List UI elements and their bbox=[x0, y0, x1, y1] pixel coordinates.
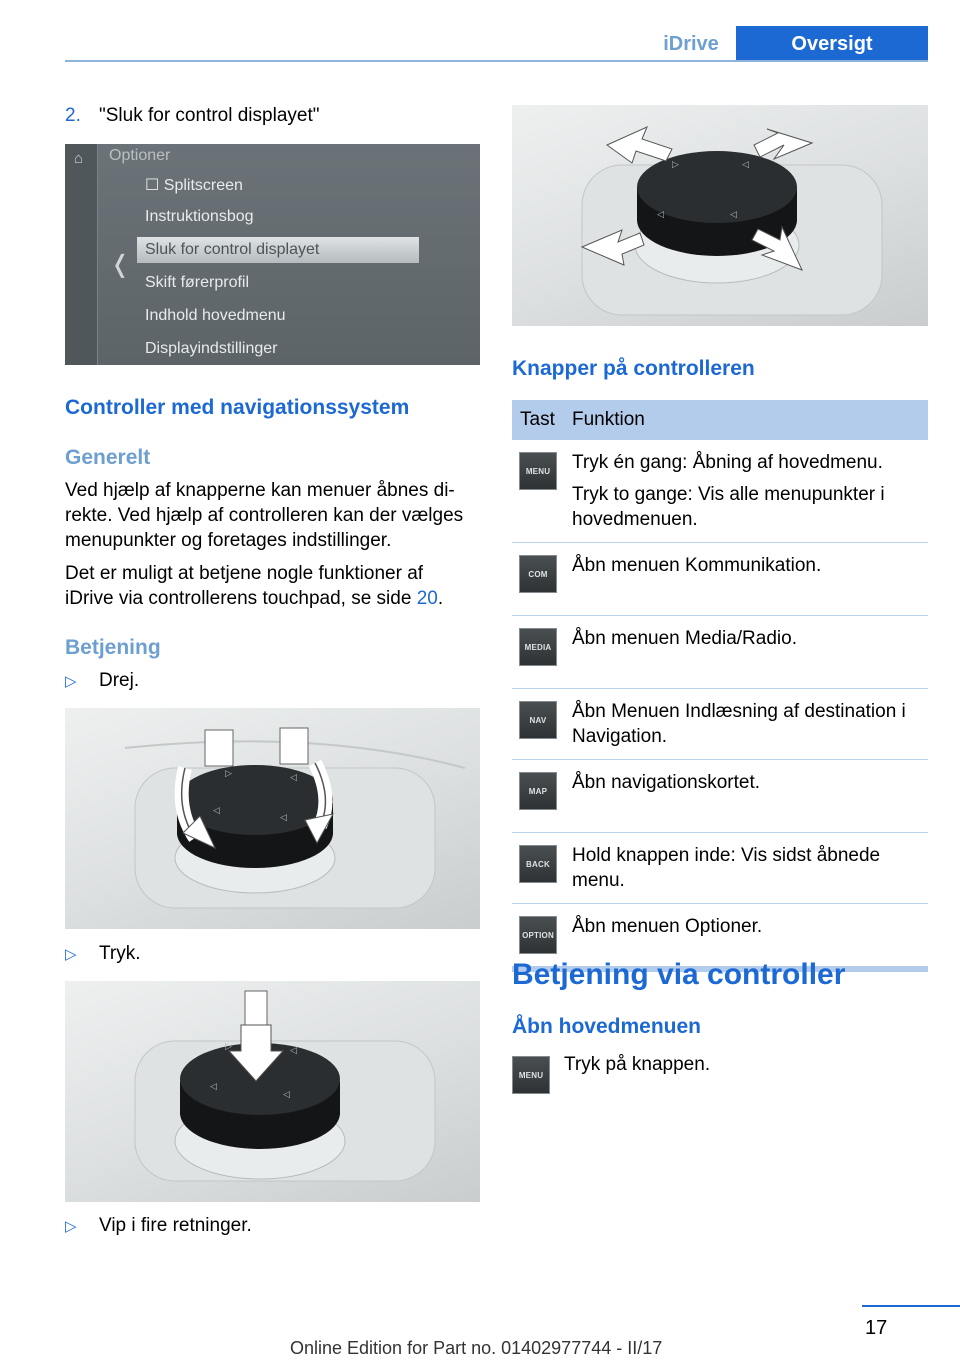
svg-text:◁: ◁ bbox=[730, 209, 737, 219]
heading-controller: Controller med navigationssystem bbox=[65, 396, 410, 419]
heading-generelt: Generelt bbox=[65, 446, 151, 469]
bullet-text: Drej. bbox=[99, 670, 140, 691]
menu-button-icon: MENU bbox=[512, 1056, 550, 1094]
text-line bbox=[65, 586, 485, 611]
back-button-icon: BACK bbox=[519, 845, 557, 883]
bullet-tryk bbox=[65, 943, 141, 965]
bullet-text: Vip i fire retninger. bbox=[99, 1215, 252, 1236]
row-text: Tryk to gange: Vis alle menupunkter i hovedmenuen. bbox=[572, 484, 885, 530]
map-button-icon: MAP bbox=[519, 772, 557, 810]
home-icon: ⌂ bbox=[74, 150, 84, 167]
table-row bbox=[512, 833, 928, 904]
footer-rule bbox=[862, 1305, 960, 1307]
footer-edition: Online Edition for Part no. 01402977744 - II/17 bbox=[290, 1338, 663, 1358]
svg-text:◁: ◁ bbox=[280, 812, 287, 822]
screen-item-sluk: Sluk for control displayet bbox=[145, 241, 320, 258]
text-segment: iDrive via controllerens touchpad, se side bbox=[65, 588, 417, 609]
chevron-left-icon: ❬ bbox=[110, 251, 131, 278]
screen-title: Optioner bbox=[109, 147, 171, 164]
row-text: Åbn menuen Kommunikation. bbox=[572, 555, 822, 576]
svg-text:◁: ◁ bbox=[657, 209, 664, 219]
step-2 bbox=[65, 105, 319, 127]
column-header-funktion: Funktion bbox=[572, 409, 645, 430]
svg-text:◁: ◁ bbox=[210, 1081, 217, 1091]
table-row bbox=[512, 760, 928, 833]
menu-button-icon: MENU bbox=[519, 452, 557, 490]
screen-item-display: Displayindstillinger bbox=[145, 340, 278, 357]
com-button-icon: COM bbox=[519, 555, 557, 593]
controller-tilt-photo bbox=[512, 105, 928, 326]
step-tryk-knappen: Tryk på knappen. bbox=[564, 1054, 711, 1075]
nav-button-icon: NAV bbox=[519, 701, 557, 739]
row-text: Åbn Menuen Indlæsning af destination i Navigation. bbox=[572, 701, 906, 747]
row-text: Åbn menuen Media/Radio. bbox=[572, 628, 797, 649]
table-row bbox=[512, 440, 928, 543]
row-text: Tryk én gang: Åbning af hovedmenu. bbox=[572, 452, 883, 473]
row-text: Åbn navigationskortet. bbox=[572, 772, 761, 793]
text-line: Det er muligt at betjene nogle funktioner af bbox=[65, 563, 424, 584]
text-line: rekte. Ved hjælp af controlleren kan der vælges bbox=[65, 505, 464, 526]
screen-item-splitscreen: ☐ Splitscreen bbox=[145, 177, 243, 194]
svg-text:▷: ▷ bbox=[672, 159, 679, 169]
svg-text:◁: ◁ bbox=[283, 1089, 290, 1099]
table-row bbox=[512, 543, 928, 616]
bullet-text: Tryk. bbox=[99, 943, 141, 964]
svg-text:◁: ◁ bbox=[742, 159, 749, 169]
page-link[interactable]: 20 bbox=[416, 588, 438, 609]
bullet-triangle-icon: ▷ bbox=[65, 946, 77, 963]
table-row bbox=[512, 904, 928, 964]
controller-rotate-illustration bbox=[65, 708, 480, 929]
bullet-drej bbox=[65, 670, 139, 692]
bullet-triangle-icon: ▷ bbox=[65, 673, 77, 690]
column-header-tast: Tast bbox=[520, 409, 555, 430]
header-rule bbox=[65, 60, 928, 62]
svg-text:▷: ▷ bbox=[225, 1041, 232, 1051]
svg-text:◁: ◁ bbox=[213, 805, 220, 815]
heading-knapper: Knapper på controlleren bbox=[512, 357, 755, 380]
controller-press-illustration bbox=[65, 981, 480, 1202]
paragraph-touchpad bbox=[65, 561, 485, 611]
media-button-icon: MEDIA bbox=[519, 628, 557, 666]
svg-text:◁: ◁ bbox=[290, 772, 297, 782]
heading-betjening-via-controller: Betjening via controller bbox=[512, 958, 846, 991]
controller-rotate-photo bbox=[65, 708, 480, 929]
text-line: Ved hjælp af knapperne kan menuer åbnes di‐ bbox=[65, 480, 455, 501]
text-segment: . bbox=[437, 588, 444, 609]
table-row bbox=[512, 616, 928, 689]
controller-tilt-illustration bbox=[512, 105, 928, 326]
controller-press-photo bbox=[65, 981, 480, 1202]
table-header bbox=[512, 400, 928, 440]
paragraph-generelt bbox=[65, 478, 485, 553]
step-number: 2. bbox=[65, 105, 81, 126]
svg-text:◁: ◁ bbox=[290, 1045, 297, 1055]
screen-item-skift: Skift førerprofil bbox=[145, 274, 250, 291]
screen-item-indhold: Indhold hovedmenu bbox=[145, 307, 286, 324]
bullet-triangle-icon: ▷ bbox=[65, 1218, 77, 1235]
screen-sidebar bbox=[65, 144, 98, 365]
control-display-screenshot bbox=[65, 144, 480, 365]
svg-text:▷: ▷ bbox=[225, 768, 232, 778]
heading-betjening: Betjening bbox=[65, 636, 161, 659]
buttons-table bbox=[512, 400, 928, 972]
header-section-label: iDrive bbox=[663, 33, 719, 55]
header-chapter-tab: Oversigt bbox=[736, 26, 928, 62]
option-button-icon: OPTION bbox=[519, 916, 557, 954]
row-text: Hold knappen inde: Vis sidst åbnede menu. bbox=[572, 845, 881, 891]
page-number: 17 bbox=[865, 1317, 888, 1339]
heading-aabn-hovedmenuen: Åbn hovedmenuen bbox=[512, 1015, 702, 1038]
table-row bbox=[512, 689, 928, 760]
screen-item-instruktionsbog: Instruktionsbog bbox=[145, 208, 254, 225]
bullet-vip bbox=[65, 1215, 252, 1237]
text-line: menupunkter og foretages indstillinger. bbox=[65, 530, 392, 551]
row-text: Åbn menuen Optioner. bbox=[572, 916, 763, 937]
step-text: "Sluk for control displayet" bbox=[99, 105, 320, 126]
